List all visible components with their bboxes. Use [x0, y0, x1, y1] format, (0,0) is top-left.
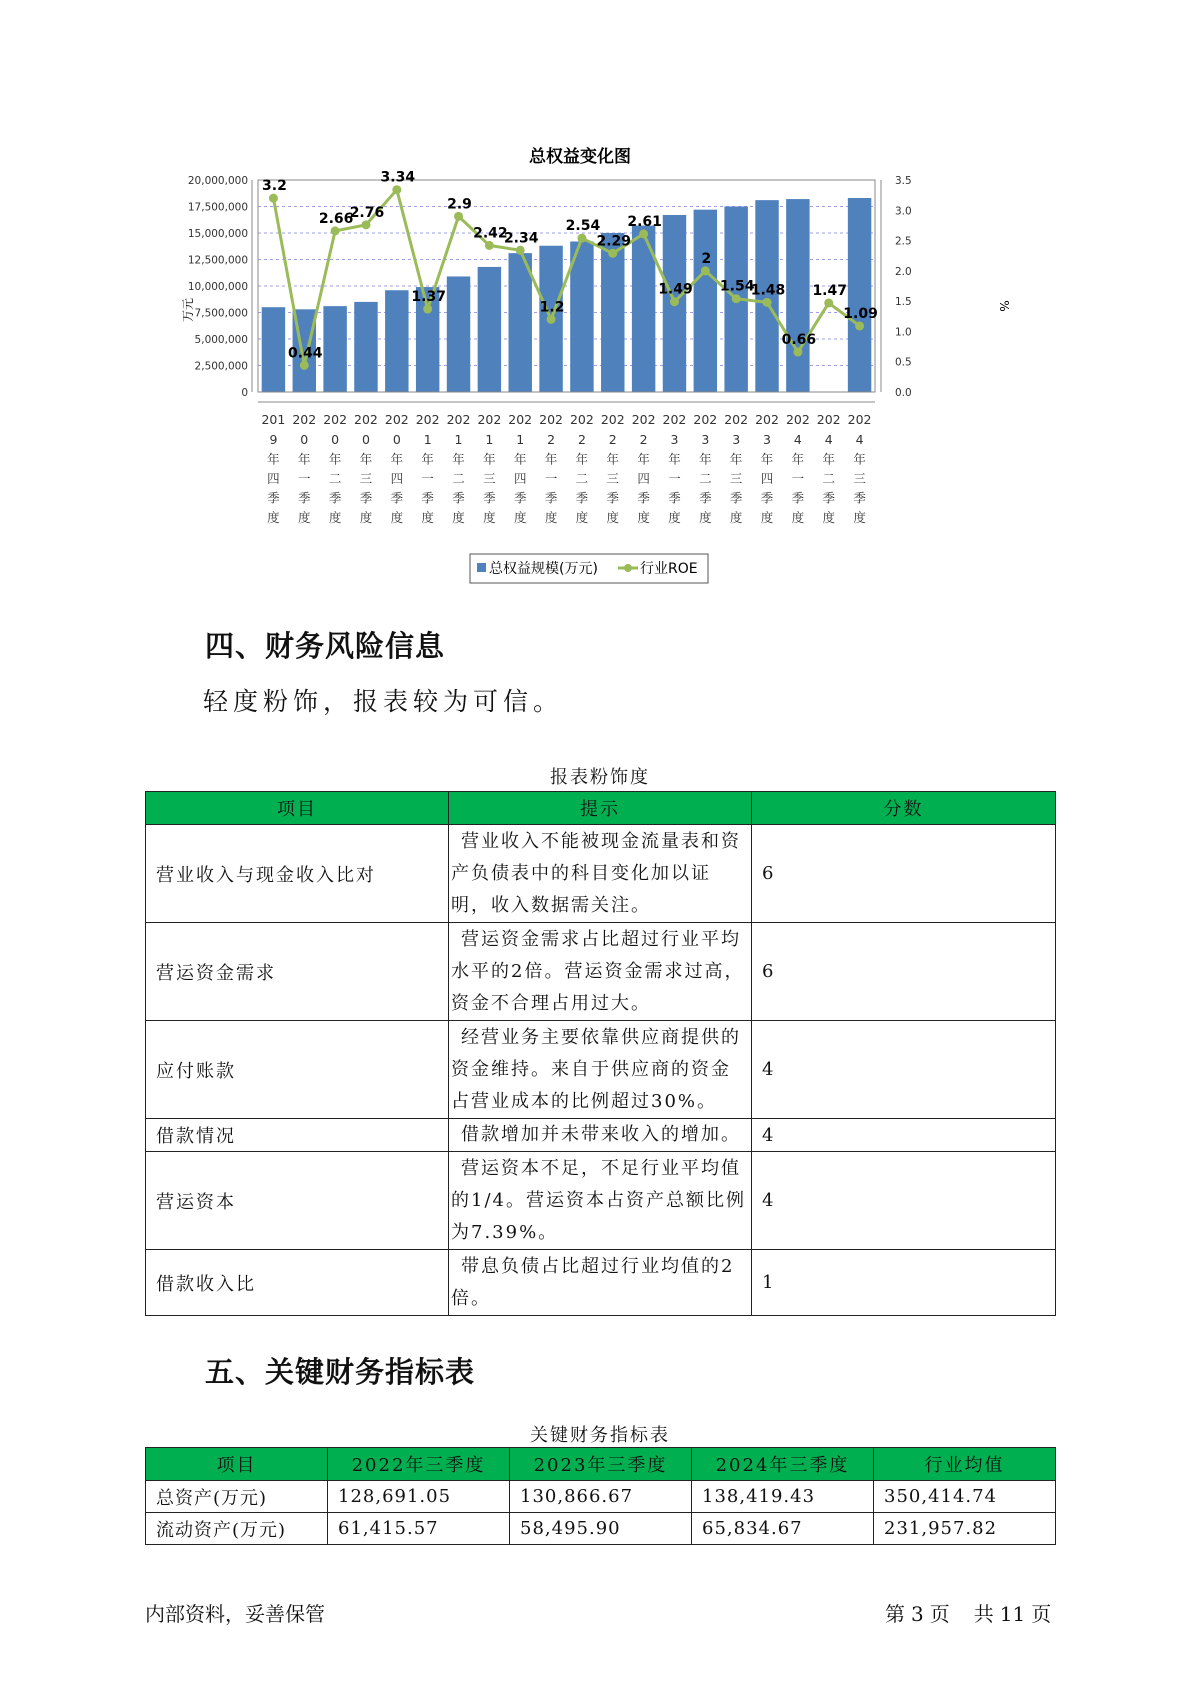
roe-point [516, 246, 525, 255]
x-tick-line: 年 [421, 451, 434, 467]
x-ticks [261, 412, 871, 525]
legend-bar-swatch [477, 563, 486, 572]
equity-chart [150, 140, 1050, 600]
x-tick-label [292, 412, 316, 525]
risk-summary: 轻度粉饰，报表较为可信。 [203, 687, 564, 716]
roe-data-label: 2.29 [596, 233, 632, 250]
row-value: 61,415.57 [328, 1513, 510, 1545]
x-tick-line: 年 [760, 451, 774, 467]
roe-data-label: 3.2 [262, 178, 287, 195]
x-tick-line: 季 [328, 490, 342, 506]
x-tick-line: 202 [446, 412, 471, 427]
x-tick-line: 202 [755, 412, 779, 427]
x-tick-label [385, 412, 409, 525]
x-tick-line: 202 [477, 412, 502, 427]
y-tick-label: 0 [241, 387, 248, 399]
y2-tick-label: 3.5 [895, 175, 912, 187]
y2-tick-label: 0.0 [895, 387, 912, 399]
table-row [146, 1250, 1056, 1316]
x-tick-line: 度 [760, 510, 774, 525]
x-tick-line: 度 [267, 510, 280, 525]
table-caption-kpi: 关键财务指标表 [530, 1425, 670, 1446]
x-tick-line: 年 [359, 451, 373, 467]
roe-point [793, 348, 802, 357]
x-tick-line: 202 [323, 412, 348, 427]
row-value: 58,495.90 [510, 1513, 692, 1545]
x-tick-label [508, 412, 532, 525]
x-tick-line: 度 [668, 510, 681, 525]
x-tick-line: 三 [359, 471, 373, 486]
table-row [146, 923, 1056, 1021]
x-tick-line: 202 [292, 412, 317, 427]
row-item: 借款情况 [146, 1119, 449, 1152]
x-tick-line: 季 [513, 490, 527, 506]
row-score: 6 [752, 825, 1056, 923]
table-row [146, 825, 1056, 923]
roe-point [454, 212, 463, 221]
x-tick-label [724, 412, 748, 525]
y2-tick-label: 2.0 [895, 265, 912, 278]
x-tick-line: 年 [452, 451, 465, 467]
roe-data-label: 1.54 [719, 278, 755, 295]
x-tick-line: 3 [670, 432, 679, 447]
row-value: 231,957.82 [874, 1513, 1056, 1545]
row-item: 营运资金需求 [146, 923, 449, 1021]
table-row [146, 1513, 1056, 1545]
section4-title: 四、财务风险信息 [205, 629, 446, 663]
x-tick-line: 季 [699, 490, 712, 506]
x-tick-line: 年 [575, 451, 589, 467]
x-tick-label [848, 412, 872, 525]
x-tick-line: 4 [793, 432, 802, 447]
page-prefix: 第 [885, 1602, 905, 1626]
x-tick-line: 年 [791, 451, 805, 467]
page-suffix: 页 [929, 1602, 950, 1626]
equity-bar [570, 241, 593, 392]
x-tick-line: 四 [760, 471, 774, 486]
x-tick-line: 度 [544, 510, 558, 525]
x-tick-line: 年 [267, 451, 280, 467]
x-tick-line: 季 [267, 490, 280, 506]
x-tick-line: 202 [631, 412, 656, 427]
x-tick-label [786, 412, 810, 525]
x-tick-line: 年 [390, 451, 404, 467]
x-tick-line: 0 [361, 432, 370, 447]
x-tick-line: 度 [699, 510, 712, 525]
total-prefix: 共 [973, 1602, 994, 1626]
x-tick-line: 一 [298, 471, 311, 486]
x-tick-line: 一 [791, 471, 805, 486]
row-value: 65,834.67 [692, 1513, 874, 1545]
x-tick-line: 9 [269, 432, 278, 447]
row-value: 128,691.05 [328, 1481, 510, 1513]
row-score: 4 [752, 1021, 1056, 1119]
table-row [146, 1021, 1056, 1119]
x-tick-line: 202 [816, 412, 841, 427]
x-tick-line: 度 [452, 510, 465, 525]
x-tick-line: 2 [577, 432, 586, 447]
x-tick-line: 1 [485, 432, 494, 447]
x-tick-label [354, 412, 378, 525]
risk-table [145, 791, 1056, 1316]
x-tick-line: 度 [729, 510, 743, 525]
x-tick-line: 三 [853, 471, 866, 486]
x-tick-line: 四 [513, 471, 527, 486]
y-tick-label: 15,000,000 [187, 228, 248, 240]
y2-tick-label: 1.5 [895, 296, 912, 309]
y2-tick-label: 3.0 [895, 205, 912, 218]
x-tick-line: 202 [569, 412, 594, 427]
x-tick-line: 季 [390, 490, 404, 506]
roe-data-label: 2 [701, 250, 712, 267]
roe-data-label: 2.42 [473, 225, 508, 242]
x-tick-line: 201 [261, 412, 286, 427]
roe-point [423, 305, 432, 314]
row-hint: 营运资金需求占比超过行业平均水平的2倍。营运资金需求过高，资金不合理占用过大。 [449, 923, 752, 1021]
row-score: 4 [752, 1119, 1056, 1152]
equity-bar [262, 307, 285, 392]
x-tick-line: 度 [421, 510, 434, 525]
row-hint: 营业收入不能被现金流量表和资产负债表中的科目变化加以证明，收入数据需关注。 [449, 825, 752, 923]
x-tick-line: 季 [575, 490, 589, 506]
x-tick-line: 2 [639, 432, 648, 447]
x-tick-line: 度 [359, 510, 373, 525]
roe-point [639, 229, 648, 238]
y-ticks [188, 175, 248, 399]
row-score: 4 [752, 1152, 1056, 1250]
x-tick-label [261, 412, 285, 525]
x-tick-label [601, 412, 625, 525]
roe-point [331, 226, 340, 235]
y2-tick-label: 0.5 [895, 356, 912, 369]
roe-point [855, 321, 864, 330]
section5-title: 五、关键财务指标表 [205, 1355, 476, 1389]
x-tick-line: 0 [300, 432, 309, 447]
x-tick-label [755, 412, 779, 525]
roe-point [485, 241, 494, 250]
row-item: 应付账款 [146, 1021, 449, 1119]
x-tick-line: 三 [729, 471, 743, 486]
x-tick-line: 季 [760, 490, 774, 506]
chart-legend [470, 554, 708, 583]
x-tick-line: 3 [732, 432, 741, 447]
x-tick-line: 年 [637, 451, 650, 467]
x-tick-line: 202 [415, 412, 440, 427]
roe-point [670, 297, 679, 306]
roe-data-label: 1.37 [411, 289, 446, 306]
y-tick-label: 20,000,000 [187, 175, 248, 187]
header-period: 2024年三季度 [692, 1448, 874, 1481]
roe-point [701, 266, 710, 275]
x-tick-line: 一 [544, 471, 558, 486]
row-hint: 营运资本不足，不足行业平均值的1/4。营运资本占资产总额比例为7.39%。 [449, 1152, 752, 1250]
x-tick-line: 度 [791, 510, 805, 525]
row-item: 流动资产(万元) [146, 1513, 328, 1545]
equity-bar [509, 253, 532, 392]
roe-data-label: 3.34 [380, 169, 416, 186]
kpi-table [145, 1447, 1056, 1545]
x-tick-line: 年 [544, 451, 558, 467]
roe-point [824, 298, 833, 307]
y2-ticks [895, 175, 912, 399]
x-tick-line: 202 [354, 412, 378, 427]
chart-title: 总权益变化图 [529, 147, 631, 167]
x-tick-line: 年 [298, 451, 311, 467]
table-row [146, 1119, 1056, 1152]
roe-point [608, 249, 617, 258]
equity-bar [694, 210, 717, 392]
footer-page-info [885, 1598, 1057, 1627]
x-tick-line: 202 [384, 412, 409, 427]
roe-data-label: 2.9 [447, 196, 472, 213]
x-tick-line: 季 [544, 490, 558, 506]
row-item: 总资产(万元) [146, 1481, 328, 1513]
roe-point [361, 220, 370, 229]
x-tick-line: 度 [328, 510, 342, 525]
x-tick-line: 1 [516, 432, 525, 447]
header-industry-avg: 行业均值 [874, 1448, 1056, 1481]
x-tick-line: 1 [423, 432, 432, 447]
roe-data-label: 2.66 [318, 210, 354, 227]
x-tick-line: 度 [390, 510, 404, 525]
roe-point [732, 294, 741, 303]
y-axis-label: 万元 [181, 297, 195, 323]
roe-data-label: 1.47 [812, 282, 847, 299]
roe-point [577, 234, 586, 243]
x-tick-line: 度 [853, 510, 866, 525]
header-period: 2022年三季度 [328, 1448, 510, 1481]
y-tick-label: 12,500,000 [187, 254, 248, 267]
roe-point [269, 194, 278, 203]
equity-bar [786, 199, 809, 392]
roe-point [763, 298, 772, 307]
total-suffix: 页 [1031, 1602, 1052, 1626]
x-tick-line: 2 [608, 432, 617, 447]
row-item: 借款收入比 [146, 1250, 449, 1316]
x-tick-line: 季 [421, 490, 434, 506]
x-tick-line: 度 [483, 510, 496, 525]
x-tick-line: 年 [699, 451, 712, 467]
roe-data-label: 2.54 [565, 218, 601, 235]
row-item: 营运资本 [146, 1152, 449, 1250]
x-tick-line: 一 [421, 471, 434, 486]
x-tick-line: 0 [392, 432, 401, 447]
x-tick-line: 202 [539, 412, 564, 427]
table-caption-risk: 报表粉饰度 [550, 767, 650, 788]
x-tick-line: 2 [547, 432, 556, 447]
roe-point [300, 361, 309, 370]
row-value: 138,419.43 [692, 1481, 874, 1513]
y2-axis-label: % [997, 300, 1011, 312]
header-score: 分数 [752, 792, 1056, 825]
x-tick-label [323, 412, 347, 525]
equity-bar [447, 276, 470, 392]
row-hint: 经营业务主要依靠供应商提供的资金维持。来自于供应商的资金占营业成本的比例超过30%。 [449, 1021, 752, 1119]
roe-point [547, 315, 556, 324]
x-tick-line: 4 [824, 432, 833, 447]
x-tick-line: 3 [763, 432, 772, 447]
roe-data-label: 2.76 [349, 204, 385, 221]
y-tick-label: 17,500,000 [187, 201, 248, 214]
x-tick-line: 二 [452, 471, 465, 486]
row-value: 130,866.67 [510, 1481, 692, 1513]
x-tick-line: 季 [668, 490, 681, 506]
x-tick-line: 年 [606, 451, 620, 467]
x-tick-label [416, 412, 440, 525]
x-tick-line: 季 [452, 490, 465, 506]
roe-data-label: 1.2 [539, 299, 565, 316]
legend-line-marker [624, 564, 632, 572]
x-tick-line: 度 [513, 510, 527, 525]
x-tick-line: 年 [483, 451, 496, 467]
x-tick-line: 季 [637, 490, 650, 506]
y-tick-label: 5,000,000 [194, 334, 248, 346]
row-item: 营业收入与现金收入比对 [146, 825, 449, 923]
x-tick-line: 季 [822, 490, 835, 506]
row-score: 1 [752, 1250, 1056, 1316]
roe-data-label: 2.34 [503, 230, 539, 247]
footer-confidential: 内部资料，妥善保管 [145, 1602, 325, 1626]
x-tick-line: 二 [822, 471, 835, 486]
x-tick-line: 年 [668, 451, 681, 467]
x-tick-line: 年 [822, 451, 835, 467]
x-tick-line: 度 [822, 510, 835, 525]
x-tick-line: 季 [791, 490, 805, 506]
x-tick-label [817, 412, 841, 525]
x-tick-line: 度 [637, 510, 650, 525]
x-tick-line: 0 [331, 432, 340, 447]
header-period: 2023年三季度 [510, 1448, 692, 1481]
x-tick-label [632, 412, 656, 525]
header-item: 项目 [146, 792, 449, 825]
x-tick-line: 一 [668, 471, 681, 486]
x-tick-label [663, 412, 687, 525]
x-tick-line: 202 [693, 412, 718, 427]
table-header-row [146, 1448, 1056, 1481]
header-item: 项目 [146, 1448, 328, 1481]
x-tick-line: 度 [298, 510, 311, 525]
y2-tick-label: 2.5 [895, 235, 912, 248]
x-tick-line: 四 [637, 471, 650, 486]
table-row [146, 1481, 1056, 1513]
table-header-row [146, 792, 1056, 825]
y2-tick-label: 1.0 [895, 326, 912, 339]
equity-bar [354, 302, 377, 392]
row-hint: 带息负债占比超过行业均值的2倍。 [449, 1250, 752, 1316]
x-tick-line: 四 [267, 471, 280, 486]
y-tick-label: 2,500,000 [194, 360, 248, 373]
x-tick-line: 二 [575, 471, 589, 486]
roe-point [392, 185, 401, 194]
equity-bar [848, 198, 871, 392]
roe-data-label: 1.49 [658, 281, 693, 298]
total-pages: 11 [999, 1602, 1026, 1626]
x-tick-label [447, 412, 471, 525]
x-tick-label [570, 412, 594, 525]
y-tick-label: 10,000,000 [187, 281, 248, 293]
roe-data-label: 0.44 [288, 345, 323, 362]
x-tick-line: 季 [359, 490, 373, 506]
header-hint: 提示 [449, 792, 752, 825]
x-tick-line: 4 [855, 432, 864, 447]
x-tick-line: 二 [699, 471, 712, 486]
row-hint: 借款增加并未带来收入的增加。 [449, 1119, 752, 1152]
x-tick-line: 季 [729, 490, 743, 506]
x-tick-line: 年 [513, 451, 527, 467]
row-value: 350,414.74 [874, 1481, 1056, 1513]
x-tick-line: 202 [847, 412, 872, 427]
x-tick-line: 四 [390, 471, 404, 486]
roe-data-label: 0.66 [781, 332, 817, 349]
x-tick-line: 季 [606, 490, 620, 506]
x-tick-line: 三 [606, 471, 620, 486]
x-tick-line: 三 [483, 471, 496, 486]
x-tick-line: 1 [454, 432, 463, 447]
x-tick-line: 季 [483, 490, 496, 506]
x-tick-line: 202 [600, 412, 625, 427]
x-tick-line: 季 [298, 490, 311, 506]
x-tick-line: 202 [662, 412, 687, 427]
x-tick-line: 年 [853, 451, 866, 467]
page-number: 3 [911, 1602, 924, 1626]
legend-bar-label: 总权益规模(万元) [489, 561, 598, 577]
x-tick-line: 度 [575, 510, 589, 525]
x-tick-line: 202 [724, 412, 749, 427]
equity-bar [385, 290, 408, 392]
x-tick-line: 年 [729, 451, 743, 467]
equity-bar [478, 267, 501, 392]
x-tick-line: 季 [853, 490, 866, 506]
legend-line-label: 行业ROE [640, 561, 698, 577]
row-score: 6 [752, 923, 1056, 1021]
roe-data-label: 2.61 [627, 213, 662, 230]
equity-bar [323, 306, 346, 392]
table-row [146, 1152, 1056, 1250]
x-tick-line: 3 [701, 432, 710, 447]
roe-data-label: 1.48 [750, 282, 786, 299]
y-tick-label: 7,500,000 [194, 307, 248, 320]
x-tick-line: 度 [606, 510, 620, 525]
x-tick-label [477, 412, 501, 525]
x-tick-label [693, 412, 717, 525]
x-tick-line: 202 [785, 412, 810, 427]
roe-data-label: 1.09 [843, 305, 878, 322]
x-tick-line: 年 [328, 451, 342, 467]
x-tick-line: 二 [328, 471, 342, 486]
x-tick-line: 202 [508, 412, 533, 427]
x-tick-label [539, 412, 563, 525]
